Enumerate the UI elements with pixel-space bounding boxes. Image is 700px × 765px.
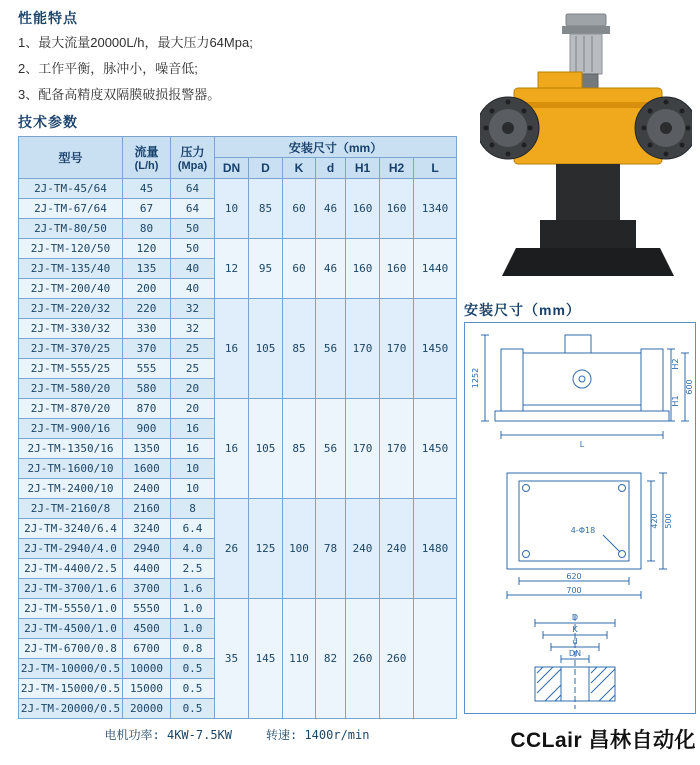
pressure-header-label: 压力 xyxy=(180,145,205,159)
model-cell: 2J-TM-67/64 xyxy=(19,199,123,219)
model-cell: 2J-TM-15000/0.5 xyxy=(19,679,123,699)
motor-power-text: 电机功率: 4KW-7.5KW xyxy=(104,728,232,742)
dimension-cell: 26 xyxy=(215,499,249,599)
base-620-label: 620 xyxy=(566,572,582,581)
flow-cell: 4400 xyxy=(123,559,171,579)
dimension-cell: 100 xyxy=(283,499,316,599)
flange-DN-label: DN xyxy=(568,649,582,658)
dimension-cell: 1340 xyxy=(414,179,457,239)
model-cell: 2J-TM-330/32 xyxy=(19,319,123,339)
flow-cell: 580 xyxy=(123,379,171,399)
tech-params-title: 技术参数 xyxy=(18,114,78,130)
dim-col-header: DN xyxy=(215,158,249,179)
params-table-body xyxy=(19,179,457,719)
dimension-cell: 170 xyxy=(346,299,380,399)
pressure-cell: 40 xyxy=(171,259,215,279)
feature-item: 2、工作平衡，脉冲小，噪音低; xyxy=(18,61,198,76)
pressure-cell: 25 xyxy=(171,339,215,359)
pressure-cell: 1.6 xyxy=(171,579,215,599)
table-row xyxy=(19,399,457,419)
flow-cell: 4500 xyxy=(123,619,171,639)
dimension-cell: 85 xyxy=(283,299,316,399)
dimension-cell: 110 xyxy=(283,599,316,719)
flow-cell: 2400 xyxy=(123,479,171,499)
flow-cell: 2160 xyxy=(123,499,171,519)
feature-list xyxy=(18,30,448,108)
params-table xyxy=(18,136,457,719)
model-col-header: 型号 xyxy=(19,137,123,179)
flow-cell: 15000 xyxy=(123,679,171,699)
model-cell: 2J-TM-555/25 xyxy=(19,359,123,379)
table-row xyxy=(19,239,457,259)
flange-detail-drawing xyxy=(535,613,615,709)
dim-col-header: H1 xyxy=(346,158,380,179)
model-cell: 2J-TM-2940/4.0 xyxy=(19,539,123,559)
base-700-label: 700 xyxy=(566,586,582,595)
model-cell: 2J-TM-2160/8 xyxy=(19,499,123,519)
pressure-cell: 32 xyxy=(171,319,215,339)
dimension-cell: 145 xyxy=(249,599,283,719)
flange-d-label: d xyxy=(572,637,578,646)
dimension-cell: 12 xyxy=(215,239,249,299)
dim-col-header: H2 xyxy=(380,158,414,179)
base-500-label: 500 xyxy=(664,513,673,529)
flow-header-unit: (L/h) xyxy=(134,160,159,172)
front-h1-label: H1 xyxy=(671,395,680,407)
feature-item: 3、配备高精度双隔膜破损报警器。 xyxy=(18,87,221,102)
dimension-cell: 105 xyxy=(249,299,283,399)
install-dims-header: 安装尺寸（mm） xyxy=(215,137,457,158)
dim-col-header: d xyxy=(316,158,346,179)
pressure-cell: 50 xyxy=(171,219,215,239)
flow-cell: 555 xyxy=(123,359,171,379)
pressure-cell: 1.0 xyxy=(171,619,215,639)
pressure-cell: 16 xyxy=(171,419,215,439)
flow-cell: 6700 xyxy=(123,639,171,659)
dimension-cell: 60 xyxy=(283,239,316,299)
pressure-header-unit: (Mpa) xyxy=(177,160,208,172)
pressure-cell: 8 xyxy=(171,499,215,519)
dimension-cell: 260 xyxy=(346,599,380,719)
model-cell: 2J-TM-120/50 xyxy=(19,239,123,259)
dimension-cell: 78 xyxy=(316,499,346,599)
table-row xyxy=(19,599,457,619)
model-cell: 2J-TM-3700/1.6 xyxy=(19,579,123,599)
flow-cell: 45 xyxy=(123,179,171,199)
dimension-cell: 170 xyxy=(380,299,414,399)
pressure-cell: 0.5 xyxy=(171,699,215,719)
dim-col-header: D xyxy=(249,158,283,179)
front-view-drawing xyxy=(471,335,694,449)
model-cell: 2J-TM-1600/10 xyxy=(19,459,123,479)
model-cell: 2J-TM-1350/16 xyxy=(19,439,123,459)
pressure-cell: 32 xyxy=(171,299,215,319)
pressure-cell: 50 xyxy=(171,239,215,259)
front-600-label: 600 xyxy=(685,379,694,395)
pressure-cell: 20 xyxy=(171,379,215,399)
flow-col-header xyxy=(123,137,171,179)
flow-cell: 5550 xyxy=(123,599,171,619)
pressure-cell: 1.0 xyxy=(171,599,215,619)
table-row xyxy=(19,499,457,519)
model-cell: 2J-TM-370/25 xyxy=(19,339,123,359)
header-row-1 xyxy=(19,137,457,158)
dim-col-header: L xyxy=(414,158,457,179)
dimension-cell: 82 xyxy=(316,599,346,719)
pressure-cell: 64 xyxy=(171,199,215,219)
flow-cell: 1350 xyxy=(123,439,171,459)
model-cell: 2J-TM-80/50 xyxy=(19,219,123,239)
pressure-col-header xyxy=(171,137,215,179)
pressure-cell: 10 xyxy=(171,459,215,479)
flow-cell: 80 xyxy=(123,219,171,239)
features-title: 性能特点 xyxy=(18,10,78,26)
flow-cell: 200 xyxy=(123,279,171,299)
base-plan-drawing xyxy=(507,473,673,599)
dimension-cell: 260 xyxy=(380,599,414,719)
pressure-cell: 0.5 xyxy=(171,659,215,679)
flow-cell: 120 xyxy=(123,239,171,259)
flow-cell: 330 xyxy=(123,319,171,339)
dimension-cell: 16 xyxy=(215,299,249,399)
flow-cell: 3700 xyxy=(123,579,171,599)
model-cell: 2J-TM-580/20 xyxy=(19,379,123,399)
flow-cell: 220 xyxy=(123,299,171,319)
feature-item: 1、最大流量20000L/h，最大压力64Mpa; xyxy=(18,35,253,50)
table-row xyxy=(19,299,457,319)
dimension-cell: 85 xyxy=(249,179,283,239)
model-cell: 2J-TM-870/20 xyxy=(19,399,123,419)
dimension-cell: 160 xyxy=(346,179,380,239)
dimension-cell: 10 xyxy=(215,179,249,239)
model-cell: 2J-TM-2400/10 xyxy=(19,479,123,499)
flow-cell: 1600 xyxy=(123,459,171,479)
flow-cell: 20000 xyxy=(123,699,171,719)
base-420-label: 420 xyxy=(650,513,659,529)
pressure-cell: 4.0 xyxy=(171,539,215,559)
dimension-cell: 1440 xyxy=(414,239,457,299)
front-height-label: 1252 xyxy=(471,367,480,389)
dimension-cell: 46 xyxy=(316,239,346,299)
front-length-label: L xyxy=(579,440,585,449)
model-cell: 2J-TM-6700/0.8 xyxy=(19,639,123,659)
dimension-cell: 240 xyxy=(346,499,380,599)
dimension-cell: 56 xyxy=(316,299,346,399)
model-cell: 2J-TM-220/32 xyxy=(19,299,123,319)
model-cell: 2J-TM-45/64 xyxy=(19,179,123,199)
dimension-cell: 95 xyxy=(249,239,283,299)
dimension-cell: 1480 xyxy=(414,499,457,599)
table-row xyxy=(19,179,457,199)
model-cell: 2J-TM-4500/1.0 xyxy=(19,619,123,639)
dimension-cell: 16 xyxy=(215,399,249,499)
pressure-cell: 2.5 xyxy=(171,559,215,579)
pump-photo xyxy=(480,10,692,292)
model-cell: 2J-TM-200/40 xyxy=(19,279,123,299)
dimension-cell: 170 xyxy=(380,399,414,499)
install-dims-title: 安装尺寸（mm） xyxy=(464,302,581,318)
dimension-cell: 170 xyxy=(346,399,380,499)
model-cell: 2J-TM-4400/2.5 xyxy=(19,559,123,579)
dimension-cell: 125 xyxy=(249,499,283,599)
flange-K-label: K xyxy=(572,625,578,634)
flange-D-label: D xyxy=(571,613,579,622)
pressure-cell: 40 xyxy=(171,279,215,299)
flow-cell: 2940 xyxy=(123,539,171,559)
dimension-cell: 1450 xyxy=(414,399,457,499)
dimension-cell: 60 xyxy=(283,179,316,239)
model-cell: 2J-TM-900/16 xyxy=(19,419,123,439)
dimension-cell: 1450 xyxy=(414,299,457,399)
dimension-cell: 85 xyxy=(283,399,316,499)
dimension-cell: 35 xyxy=(215,599,249,719)
flow-header-label: 流量 xyxy=(134,145,159,159)
model-cell: 2J-TM-5550/1.0 xyxy=(19,599,123,619)
pressure-cell: 64 xyxy=(171,179,215,199)
dimension-cell: 160 xyxy=(380,239,414,299)
flow-cell: 10000 xyxy=(123,659,171,679)
front-h2-label: H2 xyxy=(671,358,680,370)
flow-cell: 900 xyxy=(123,419,171,439)
model-cell: 2J-TM-135/40 xyxy=(19,259,123,279)
dimension-cell: 160 xyxy=(380,179,414,239)
pressure-cell: 20 xyxy=(171,399,215,419)
flow-cell: 870 xyxy=(123,399,171,419)
table-footnote xyxy=(18,726,456,743)
pressure-cell: 10 xyxy=(171,479,215,499)
model-cell: 2J-TM-3240/6.4 xyxy=(19,519,123,539)
model-cell: 2J-TM-20000/0.5 xyxy=(19,699,123,719)
flow-cell: 370 xyxy=(123,339,171,359)
model-cell: 2J-TM-10000/0.5 xyxy=(19,659,123,679)
speed-text: 转速: 1400r/min xyxy=(266,728,370,742)
brand-logo: CCLair 昌林自动化 xyxy=(510,729,696,752)
dimension-cell: 160 xyxy=(346,239,380,299)
pressure-cell: 0.8 xyxy=(171,639,215,659)
flow-cell: 67 xyxy=(123,199,171,219)
pressure-cell: 25 xyxy=(171,359,215,379)
pressure-cell: 16 xyxy=(171,439,215,459)
dimension-cell xyxy=(414,599,457,719)
dim-col-header: K xyxy=(283,158,316,179)
base-holes-label: 4-Φ18 xyxy=(570,526,596,535)
dimension-cell: 46 xyxy=(316,179,346,239)
pressure-cell: 6.4 xyxy=(171,519,215,539)
flow-cell: 3240 xyxy=(123,519,171,539)
install-drawing xyxy=(464,322,696,714)
dimension-cell: 56 xyxy=(316,399,346,499)
pressure-cell: 0.5 xyxy=(171,679,215,699)
dimension-cell: 105 xyxy=(249,399,283,499)
dimension-cell: 240 xyxy=(380,499,414,599)
flow-cell: 135 xyxy=(123,259,171,279)
